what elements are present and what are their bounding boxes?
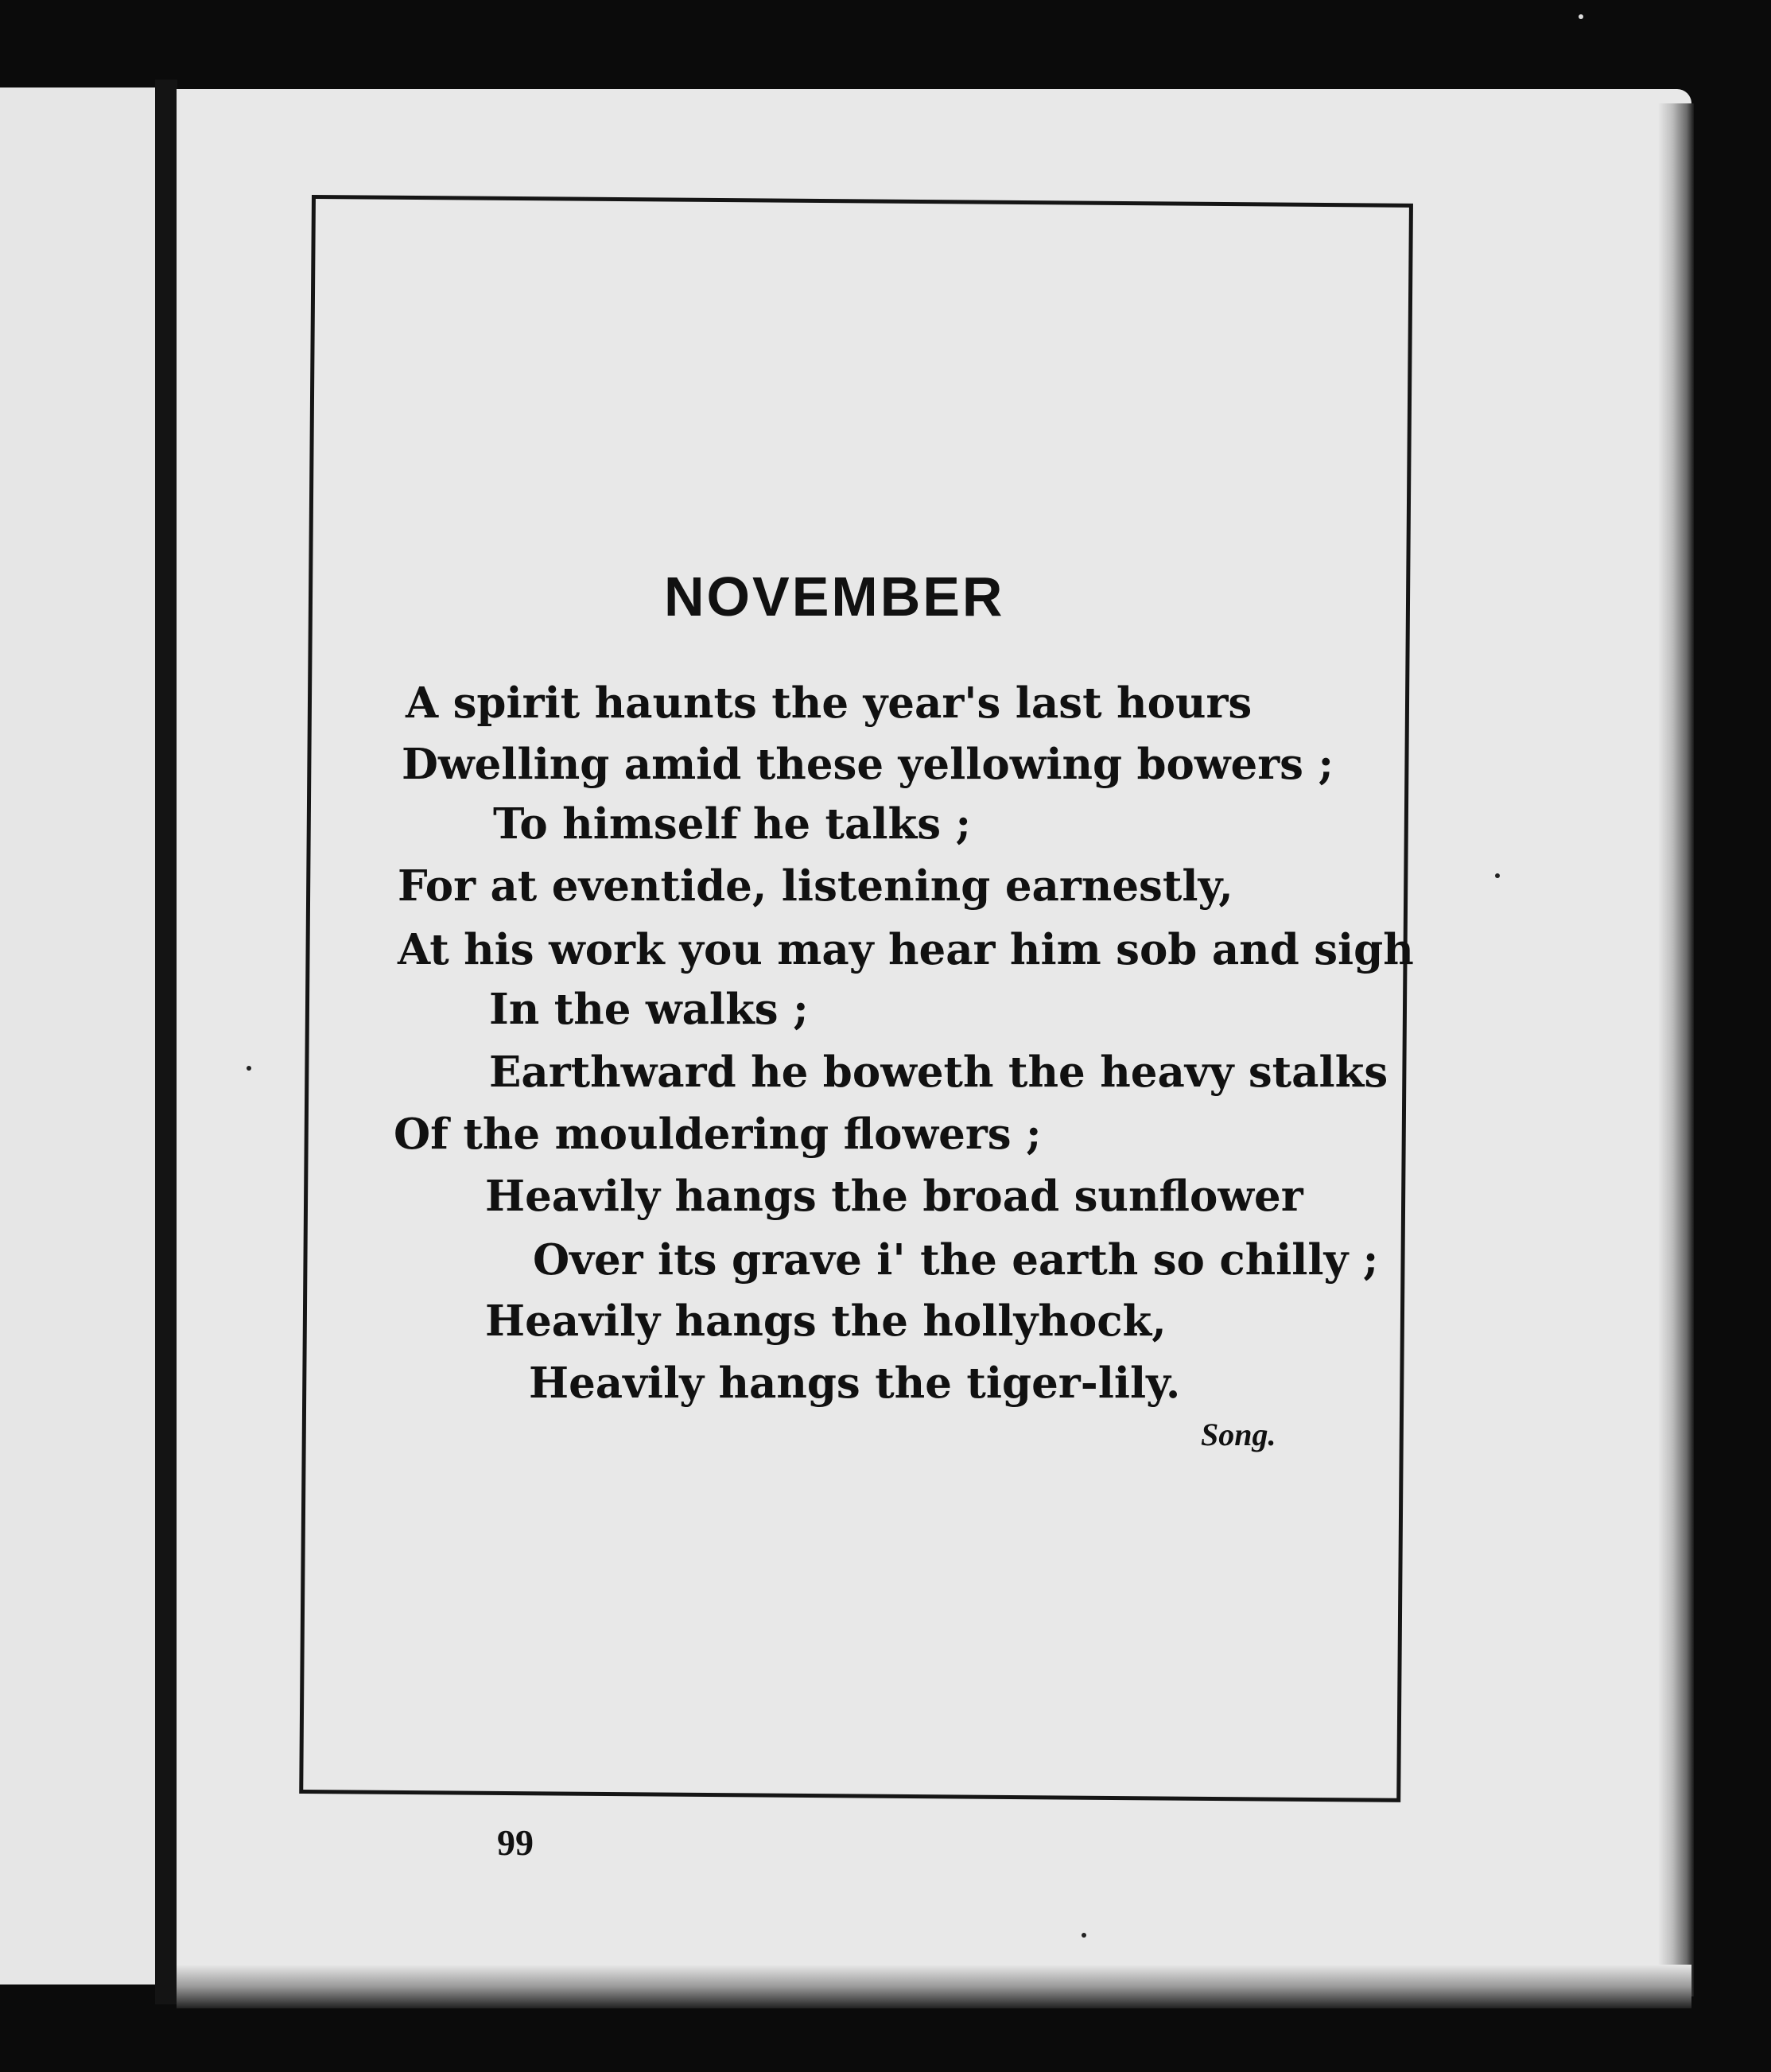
dust-speck [247, 1066, 251, 1071]
poem-line: To himself he talks ; [493, 799, 972, 849]
dust-speck [1495, 873, 1500, 878]
page-number: 99 [497, 1822, 534, 1863]
poem-line: At his work you may hear him sob and sigh [398, 925, 1414, 974]
poem-line: Of the mouldering flowers ; [394, 1110, 1042, 1159]
poem-title: NOVEMBER [664, 566, 1005, 628]
dust-speck [1082, 1933, 1086, 1938]
poem-line: Over its grave i' the earth so chilly ; [533, 1235, 1379, 1285]
poem-line: A spirit haunts the year's last hours [406, 678, 1253, 728]
poem-line: Earthward he boweth the heavy stalks [489, 1048, 1388, 1097]
previous-page-edge [0, 87, 160, 1985]
poem-line: Heavily hangs the broad sunflower [485, 1172, 1303, 1221]
poem-line: Heavily hangs the tiger-lily. [529, 1359, 1181, 1408]
book-gutter [155, 80, 177, 2004]
poem-line: Dwelling amid these yellowing bowers ; [402, 740, 1334, 789]
page-bottom-shadow [177, 1965, 1691, 2008]
poem-line: For at eventide, listening earnestly, [398, 861, 1233, 911]
printed-border-frame [299, 195, 1413, 1802]
poem-line: In the walks ; [489, 985, 809, 1034]
page-edge-shadow [1658, 103, 1694, 1996]
poem-line: Heavily hangs the hollyhock, [485, 1296, 1167, 1346]
poem-attribution: Song. [1201, 1417, 1276, 1452]
dust-speck [1579, 14, 1583, 19]
